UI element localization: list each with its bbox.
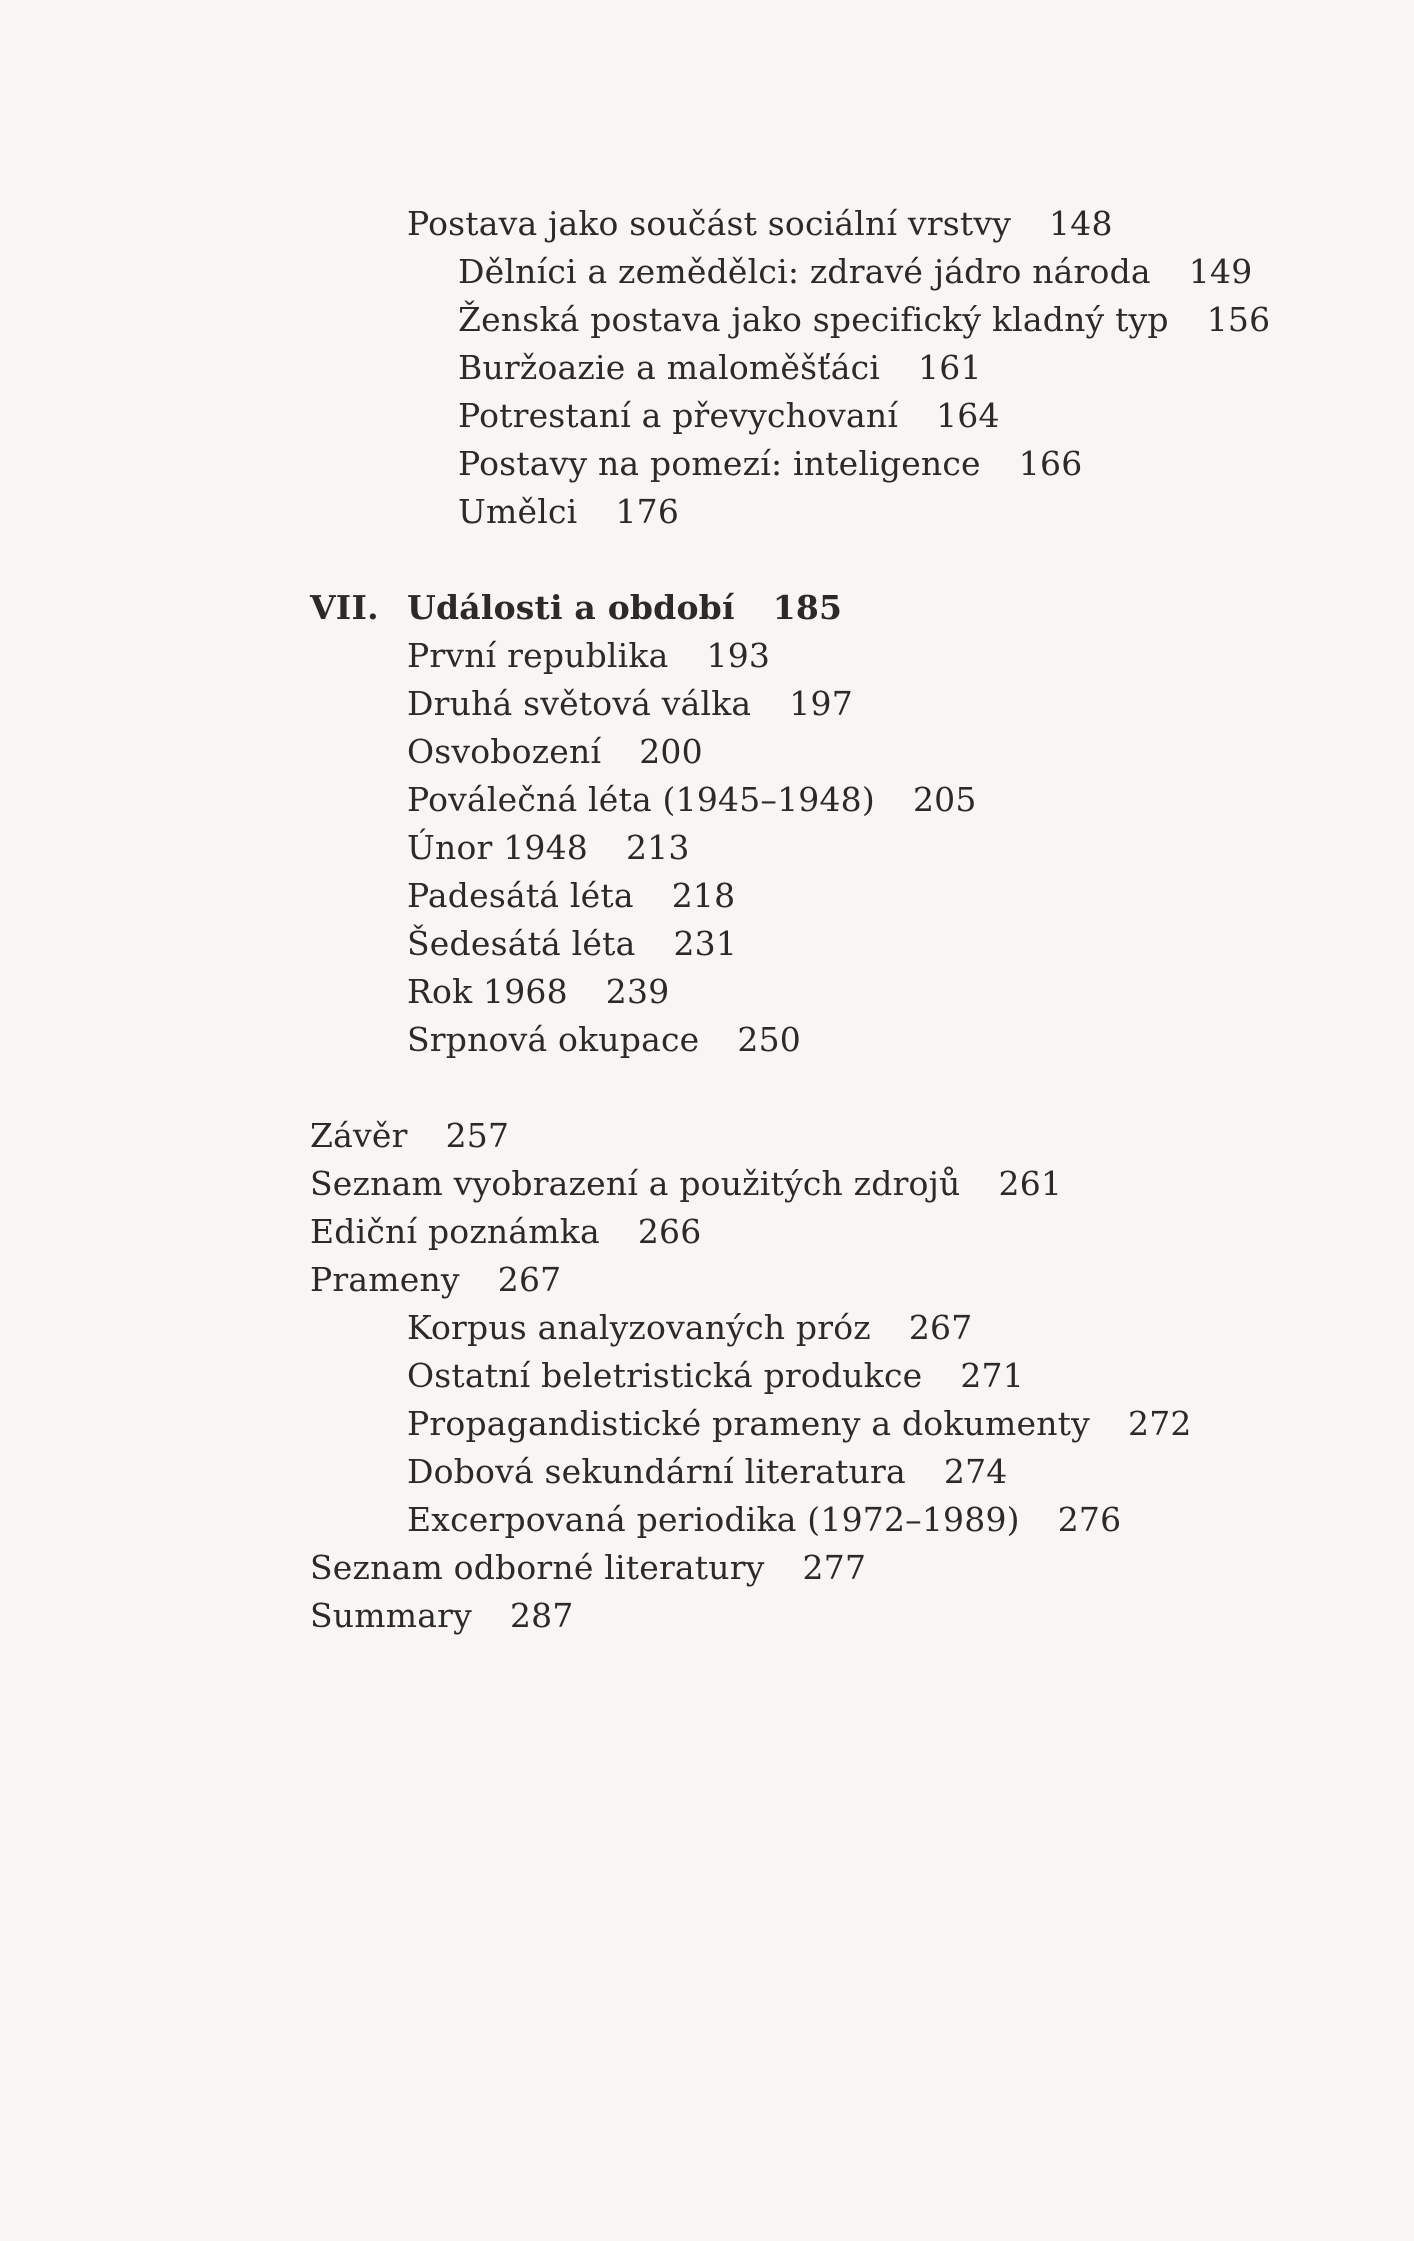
- toc-entry-page-number: 156: [1206, 300, 1271, 339]
- toc-entry-page-number: 193: [706, 636, 771, 675]
- toc-entry: [310, 1112, 1270, 1160]
- toc-entry: [310, 1256, 1270, 1304]
- toc-entry-page-number: 272: [1128, 1404, 1192, 1443]
- toc-entry-page-number: 257: [445, 1116, 510, 1155]
- toc-entry: [310, 728, 1270, 776]
- toc-section-numeral: VII.: [310, 588, 379, 627]
- toc-entry-page-number: 266: [637, 1212, 702, 1251]
- toc-entry: [310, 872, 1270, 920]
- toc-entry: [310, 920, 1270, 968]
- toc-entry-title: První republika: [407, 636, 669, 675]
- table-of-contents: [310, 200, 1270, 1640]
- toc-section-page-number: 185: [772, 588, 843, 627]
- toc-entry: [310, 632, 1270, 680]
- toc-entry-page-number: 250: [737, 1020, 801, 1059]
- toc-entry: [310, 392, 1270, 440]
- toc-entry-page-number: 149: [1188, 252, 1253, 291]
- toc-entry-page-number: 200: [639, 732, 703, 771]
- toc-entry-title: Ediční poznámka: [310, 1212, 600, 1251]
- toc-entry-title: Poválečná léta (1945–1948): [407, 780, 875, 819]
- toc-entry-title: Osvobození: [407, 732, 602, 771]
- toc-entry: [310, 1400, 1270, 1448]
- toc-entry: [310, 1304, 1270, 1352]
- toc-entry: [310, 248, 1270, 296]
- toc-entry-page-number: 161: [918, 348, 982, 387]
- toc-entry: [310, 968, 1270, 1016]
- toc-section-heading: [310, 584, 1270, 632]
- toc-entry-page-number: 267: [908, 1308, 973, 1347]
- toc-entry-page-number: 166: [1018, 444, 1083, 483]
- toc-entry: [310, 200, 1270, 248]
- toc-entry-title: Závěr: [310, 1116, 408, 1155]
- toc-entry-title: Propagandistické prameny a dokumenty: [407, 1404, 1090, 1443]
- toc-entry: [310, 776, 1270, 824]
- toc-entry-title: Buržoazie a maloměšťáci: [458, 348, 881, 387]
- toc-entry-page-number: 176: [615, 492, 680, 531]
- toc-entry-page-number: 164: [936, 396, 1000, 435]
- toc-entry: [310, 824, 1270, 872]
- toc-entry: [310, 1208, 1270, 1256]
- toc-entry-title: Postavy na pomezí: inteligence: [458, 444, 981, 483]
- toc-entry-page-number: 148: [1049, 204, 1113, 243]
- toc-entry-title: Ženská postava jako specifický kladný typ: [458, 300, 1169, 339]
- toc-entry: [310, 1016, 1270, 1064]
- toc-entry: [310, 1160, 1270, 1208]
- toc-entry-page-number: 213: [625, 828, 690, 867]
- toc-entry: [310, 296, 1270, 344]
- toc-entry: [310, 680, 1270, 728]
- toc-entry: [310, 1448, 1270, 1496]
- toc-section-title: Události a období: [407, 588, 735, 627]
- toc-entry-title: Summary: [310, 1596, 472, 1635]
- toc-entry-title: Seznam vyobrazení a použitých zdrojů: [310, 1164, 961, 1203]
- toc-entry-page-number: 197: [789, 684, 853, 723]
- toc-entry-page-number: 231: [673, 924, 738, 963]
- toc-entry: [310, 440, 1270, 488]
- toc-entry-page-number: 267: [497, 1260, 562, 1299]
- toc-entry-page-number: 261: [998, 1164, 1063, 1203]
- toc-entry-title: Excerpovaná periodika (1972–1989): [407, 1500, 1020, 1539]
- toc-entry-title: Druhá světová válka: [407, 684, 752, 723]
- toc-entry-page-number: 271: [960, 1356, 1024, 1395]
- toc-entry-title: Dobová sekundární literatura: [407, 1452, 906, 1491]
- toc-entry-title: Dělníci a zemědělci: zdravé jádro národa: [458, 252, 1151, 291]
- toc-entry-title: Únor 1948: [407, 828, 588, 867]
- toc-entry-title: Ostatní beletristická produkce: [407, 1356, 923, 1395]
- toc-entry-title: Korpus analyzovaných próz: [407, 1308, 871, 1347]
- toc-entry: [310, 1592, 1270, 1640]
- toc-entry-title: Rok 1968: [407, 972, 568, 1011]
- toc-entry-title: Prameny: [310, 1260, 460, 1299]
- toc-entry-title: Padesátá léta: [407, 876, 634, 915]
- toc-entry-title: Seznam odborné literatury: [310, 1548, 765, 1587]
- toc-entry-page-number: 239: [605, 972, 670, 1011]
- toc-entry-page-number: 205: [912, 780, 977, 819]
- toc-entry: [310, 1544, 1270, 1592]
- toc-entry-title: Šedesátá léta: [407, 924, 636, 963]
- toc-entry-page-number: 287: [509, 1596, 574, 1635]
- toc-entry-title: Umělci: [458, 492, 578, 531]
- toc-entry: [310, 1496, 1270, 1544]
- toc-entry-page-number: 274: [943, 1452, 1008, 1491]
- toc-entry: [310, 1352, 1270, 1400]
- toc-entry-title: Srpnová okupace: [407, 1020, 700, 1059]
- toc-entry: [310, 488, 1270, 536]
- toc-entry-title: Postava jako součást sociální vrstvy: [407, 204, 1012, 243]
- toc-entry-page-number: 218: [671, 876, 736, 915]
- toc-entry-page-number: 277: [802, 1548, 867, 1587]
- toc-entry-title: Potrestaní a převychovaní: [458, 396, 899, 435]
- toc-entry: [310, 344, 1270, 392]
- toc-entry-page-number: 276: [1057, 1500, 1122, 1539]
